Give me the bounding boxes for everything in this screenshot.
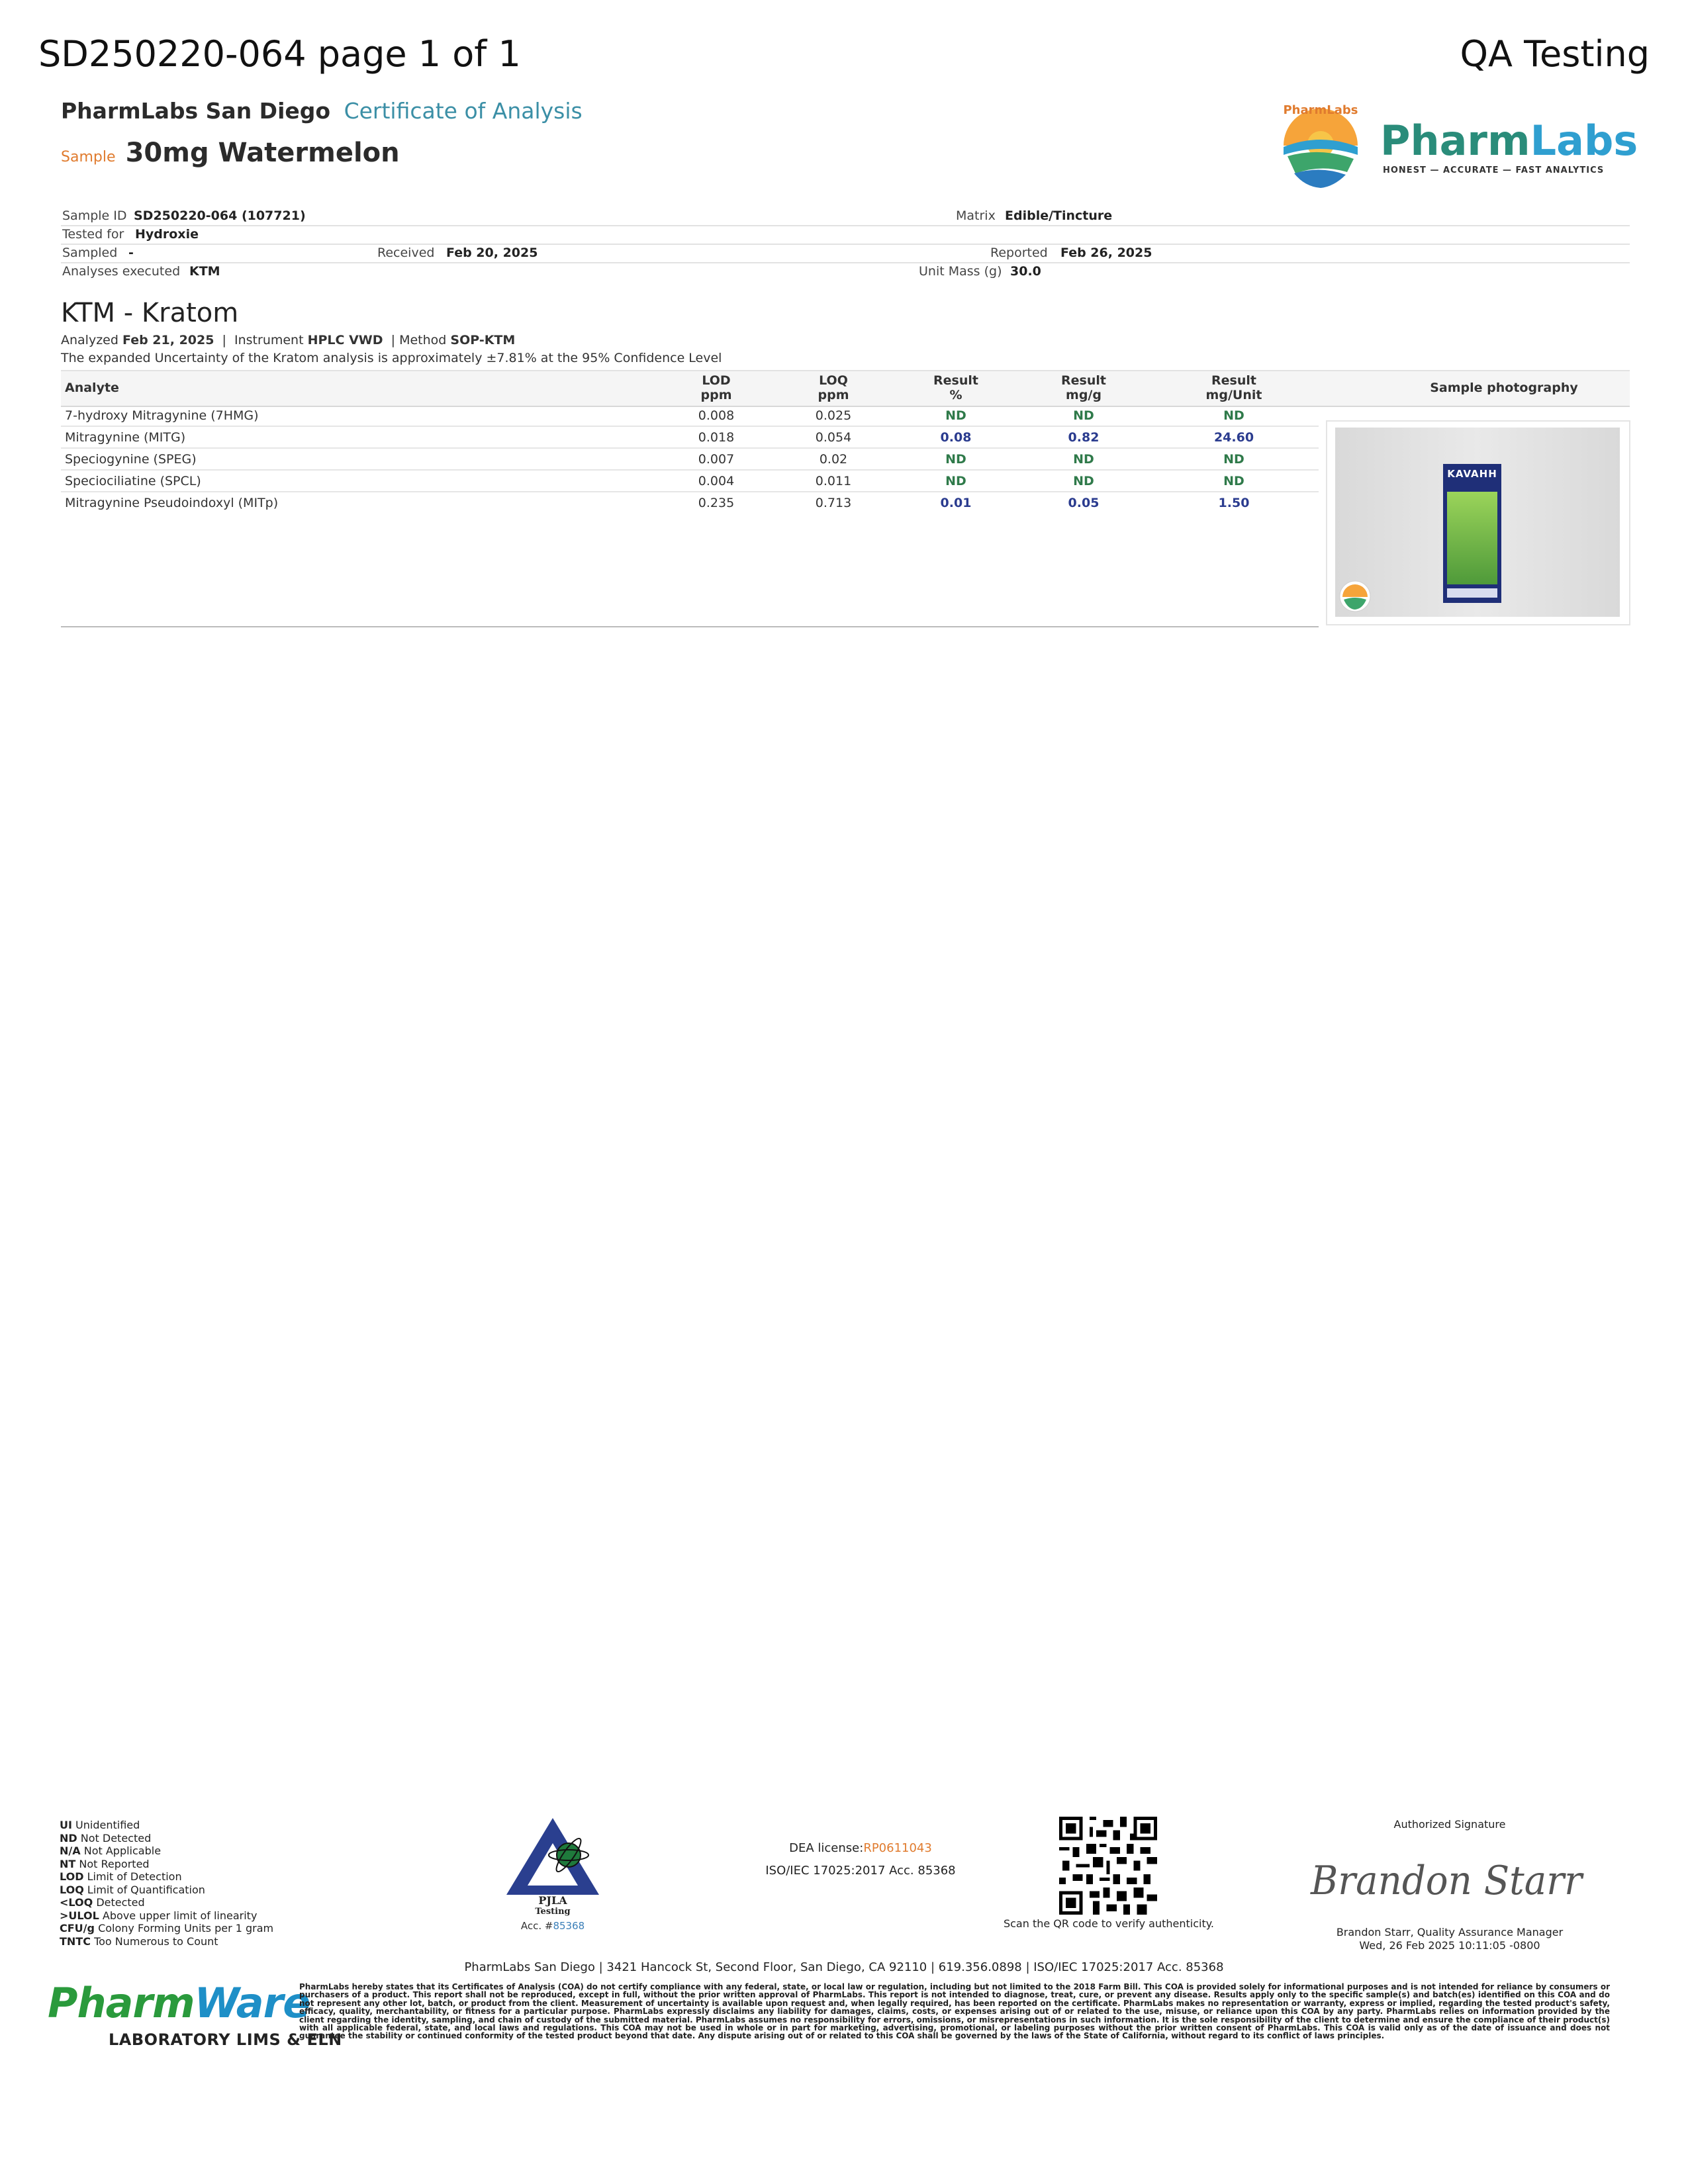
department-label: QA Testing [1460, 33, 1650, 75]
dea-license-number: RP0611043 [863, 1841, 932, 1855]
col-loq [787, 373, 880, 402]
legend-text: Above upper limit of linearity [102, 1909, 258, 1922]
result-mgu: ND [1223, 408, 1244, 423]
section-title: KTM - Kratom [61, 298, 239, 328]
info-row-analyses [61, 263, 1630, 281]
pjla-logo-icon [500, 1817, 606, 1896]
method-label: Method [399, 333, 447, 347]
info-row-dates [61, 244, 1630, 263]
pharmware-logo [48, 1979, 342, 2058]
result-mgg: 0.05 [1068, 496, 1100, 510]
legend-abbr: LOD [60, 1870, 84, 1883]
result-pct: ND [945, 408, 966, 423]
pharmlabs-badge-icon [1338, 580, 1372, 613]
lab-name: PharmLabs San Diego [61, 98, 331, 124]
analyzed-label: Analyzed [61, 333, 118, 347]
legend-abbr: >ULOL [60, 1909, 99, 1922]
legend-text: Detected [96, 1896, 145, 1909]
pharmlabs-seal-icon [1274, 99, 1367, 192]
product-label: KAVAHH [1447, 468, 1497, 480]
product-panel [1447, 492, 1497, 584]
result-mgg: 0.82 [1068, 430, 1100, 445]
signature-image [1304, 1853, 1595, 1913]
reported-value: Feb 26, 2025 [1060, 246, 1152, 260]
legend-item [60, 1884, 273, 1897]
col-loq-line2: ppm [818, 388, 849, 402]
col-mgg-line2: mg/g [1066, 388, 1102, 402]
pjla-label [500, 1895, 606, 1917]
lod-value: 0.018 [698, 430, 735, 445]
pharmlabs-logo [1274, 99, 1638, 192]
analyte-name: Speciociliatine (SPCL) [65, 474, 201, 488]
col-pct-line2: % [949, 388, 962, 402]
legend-text: Colony Forming Units per 1 gram [98, 1922, 274, 1934]
legend-abbr: <LOQ [60, 1896, 93, 1909]
analyses-label: Analyses executed [62, 264, 181, 279]
loq-value: 0.054 [815, 430, 852, 445]
col-lod [670, 373, 763, 402]
pharmware-subtitle: LABORATORY LIMS & ELN [109, 2030, 342, 2049]
sampled-label: Sampled [62, 246, 118, 260]
lab-heading [61, 98, 583, 124]
legend-text: Limit of Quantification [87, 1883, 205, 1896]
result-pct: 0.08 [940, 430, 972, 445]
document-type: Certificate of Analysis [344, 98, 583, 124]
signature-date: Wed, 26 Feb 2025 10:11:05 -0800 [1359, 1939, 1540, 1952]
abbreviation-legend [60, 1819, 273, 1948]
legend-text: Limit of Detection [87, 1870, 182, 1883]
pharmware-word-ware: Ware [194, 1979, 310, 2027]
pjla-label-line1: PJLA [538, 1894, 567, 1907]
method-value: SOP-KTM [450, 333, 516, 347]
unit-mass-value: 30.0 [1010, 264, 1041, 279]
legend-text: Unidentified [75, 1819, 140, 1831]
legend-item [60, 1870, 273, 1884]
dea-license-label: DEA license: [789, 1841, 864, 1855]
table-row [61, 427, 1319, 449]
logo-wordmark [1380, 116, 1638, 165]
received-value: Feb 20, 2025 [446, 246, 538, 260]
instrument-value: HPLC VWD [307, 333, 383, 347]
lod-value: 0.235 [698, 496, 735, 510]
legend-abbr: CFU/g [60, 1922, 95, 1934]
col-mgu-line1: Result [1211, 373, 1256, 388]
legend-item [60, 1858, 273, 1871]
matrix-label: Matrix [956, 208, 996, 223]
col-analyte: Analyte [65, 381, 119, 395]
pjla-accreditation-number [500, 1920, 606, 1932]
legend-abbr: LOQ [60, 1883, 84, 1896]
sample-label: Sample [61, 149, 116, 165]
signature-title: Authorized Signature [1393, 1818, 1506, 1831]
qr-caption: Scan the QR code to verify authenticity. [1003, 1917, 1215, 1930]
loq-value: 0.011 [815, 474, 852, 488]
logo-tagline: HONEST — ACCURATE — FAST ANALYTICS [1383, 165, 1605, 175]
analyte-name: Mitragynine (MITG) [65, 430, 186, 445]
qr-code[interactable] [1059, 1817, 1157, 1915]
table-divider [61, 626, 1319, 627]
lod-value: 0.004 [698, 474, 735, 488]
legend-item [60, 1844, 273, 1858]
tested-for-label: Tested for [62, 227, 124, 242]
iso-accreditation: ISO/IEC 17025:2017 Acc. 85368 [765, 1864, 956, 1878]
legend-item [60, 1832, 273, 1845]
lod-value: 0.008 [698, 408, 735, 423]
pjla-acc-number: 85368 [553, 1920, 585, 1932]
tested-for-value: Hydroxie [135, 227, 199, 242]
loq-value: 0.02 [819, 452, 848, 467]
document-page-id: SD250220-064 page 1 of 1 [38, 33, 521, 75]
pjla-label-line2: Testing [535, 1907, 571, 1917]
license-info [722, 1837, 1000, 1882]
dea-license [722, 1837, 1000, 1860]
signatory-name: Brandon Starr, Quality Assurance Manager [1336, 1926, 1564, 1938]
table-row [61, 471, 1319, 492]
legend-text: Too Numerous to Count [94, 1934, 218, 1948]
legend-abbr: N/A [60, 1844, 81, 1857]
legend-abbr: UI [60, 1819, 72, 1831]
logo-word-pharm: Pharm [1380, 116, 1530, 165]
instrument-label: Instrument [234, 333, 304, 347]
legend-item [60, 1922, 273, 1935]
col-result-mgu [1188, 373, 1280, 402]
unit-mass-label: Unit Mass (g) [919, 264, 1002, 279]
loq-value: 0.713 [815, 496, 852, 510]
product-box [1443, 464, 1501, 603]
col-lod-line2: ppm [700, 388, 732, 402]
signatory [1291, 1926, 1609, 1952]
sample-photo [1326, 420, 1630, 625]
result-mgg: ND [1073, 408, 1094, 423]
col-result-mgg [1037, 373, 1130, 402]
product-footer [1447, 588, 1497, 598]
results-table-header [61, 370, 1630, 407]
lod-value: 0.007 [698, 452, 735, 467]
analyte-name: Mitragynine Pseudoindoxyl (MITp) [65, 496, 279, 510]
analyte-name: 7-hydroxy Mitragynine (7HMG) [65, 408, 259, 423]
analyte-name: Speciogynine (SPEG) [65, 452, 197, 467]
sample-id-label: Sample ID [62, 208, 127, 223]
pharmware-wordmark [48, 1979, 310, 2027]
loq-value: 0.025 [815, 408, 852, 423]
sample-photo-background [1335, 428, 1620, 617]
uncertainty-note: The expanded Uncertainty of the Kratom analysis is approximately ±7.81% at the 95% Confidence Level [61, 351, 722, 365]
legend-text: Not Reported [79, 1857, 150, 1870]
info-row-sample-id [61, 207, 1630, 226]
result-mgu: ND [1223, 474, 1244, 488]
col-mgu-line2: mg/Unit [1205, 388, 1262, 402]
result-mgu: 1.50 [1218, 496, 1250, 510]
reported-label: Reported [990, 246, 1048, 260]
legend-abbr: TNTC [60, 1934, 91, 1948]
legend-text: Not Detected [80, 1831, 152, 1844]
legend-item [60, 1819, 273, 1832]
legend-item [60, 1935, 273, 1948]
analyses-value: KTM [189, 264, 220, 279]
pharmware-word-pharm: Pharm [48, 1979, 195, 2027]
col-loq-line1: LOQ [819, 373, 848, 388]
result-mgu: 24.60 [1213, 430, 1254, 445]
matrix-value: Edible/Tincture [1005, 208, 1113, 223]
result-pct: ND [945, 474, 966, 488]
analysis-meta: Analyzed Feb 21, 2025 | Instrument HPLC VWD | Method SOP-KTM [61, 333, 516, 347]
col-mgg-line1: Result [1061, 373, 1106, 388]
received-label: Received [377, 246, 435, 260]
col-result-pct [910, 373, 1002, 402]
legend-text: Not Applicable [83, 1844, 162, 1857]
col-lod-line1: LOD [702, 373, 731, 388]
result-pct: ND [945, 452, 966, 467]
legend-abbr: ND [60, 1831, 77, 1844]
table-row [61, 449, 1319, 471]
table-row [61, 405, 1319, 427]
result-mgg: ND [1073, 474, 1094, 488]
sampled-value: - [128, 246, 134, 260]
result-mgu: ND [1223, 452, 1244, 467]
sample-id-value: SD250220-064 (107721) [134, 208, 306, 223]
analyzed-value: Feb 21, 2025 [122, 333, 214, 347]
col-photo: Sample photography [1430, 381, 1578, 395]
sample-heading [61, 138, 400, 168]
legend-item [60, 1896, 273, 1909]
col-pct-line1: Result [933, 373, 978, 388]
legal-disclaimer: PharmLabs hereby states that its Certificates of Analysis (COA) do not certify compliance with any federal, state, or local law or regulation, including but not limited to the 2018 Farm Bill. This COA is provided solely for informational purposes and is not intended for reliance by consumers or purchasers of a product. This report shall not be reproduced, except in full, without the prior written approval of PharmLabs. This report is not intended to diagnose, treat, cure, or prevent any disease. Results apply only to the specific sample(s) and batch(es) identified on this COA and do not represent any other lot, batch, or product from the client. Measurement of uncertainty is available upon request and, when legally required, has been reported on the certificate. PharmLabs makes no representation or warranty, express or implied, regarding the tested product's safety, efficacy, quality, merchantability, or fitness for a particular purpose. PharmLabs expressly disclaims any liability for damages, claims, costs, or expenses arising out of or related to the use, misuse, or reliance upon this COA by any party. PharmLabs relies on information provided by the client regarding the identity, sampling, and chain of custody of the submitted material. PharmLabs assumes no responsibility for errors, omissions, or misrepresentations in such information. It is the sole responsibility of the client to determine and ensure the compliance of their product(s) with all applicable federal, state, and local laws and regulations. This COA may not be used in whole or in part for marketing, advertising, promotional, or labeling purposes without the prior written consent of PharmLabs. This COA is valid only as of the date of issuance and does not guarantee the stability or continued conformity of the tested product beyond that date. Any dispute arising out of or related to this COA shall be governed by the laws of the State of California, without regard to its conflict of laws principles. [299, 1982, 1610, 2041]
result-mgg: ND [1073, 452, 1094, 467]
pjla-accreditation [500, 1817, 606, 1936]
lab-address: PharmLabs San Diego | 3421 Hancock St, Second Floor, San Diego, CA 92110 | 619.356.0898 | ISO/IEC 17025:2017 Acc. 85368 [464, 1960, 1224, 1974]
result-pct: 0.01 [940, 496, 972, 510]
svg-text:PharmLabs: PharmLabs [1283, 103, 1358, 117]
legend-item [60, 1909, 273, 1923]
table-row [61, 492, 1319, 513]
logo-word-labs: Labs [1530, 116, 1638, 165]
signature-handwriting: Brandon Starr [1310, 1858, 1585, 1904]
info-row-tested-for [61, 226, 1630, 245]
legend-abbr: NT [60, 1857, 76, 1870]
pjla-acc-prefix: Acc. # [520, 1920, 553, 1932]
sample-name: 30mg Watermelon [125, 138, 400, 168]
